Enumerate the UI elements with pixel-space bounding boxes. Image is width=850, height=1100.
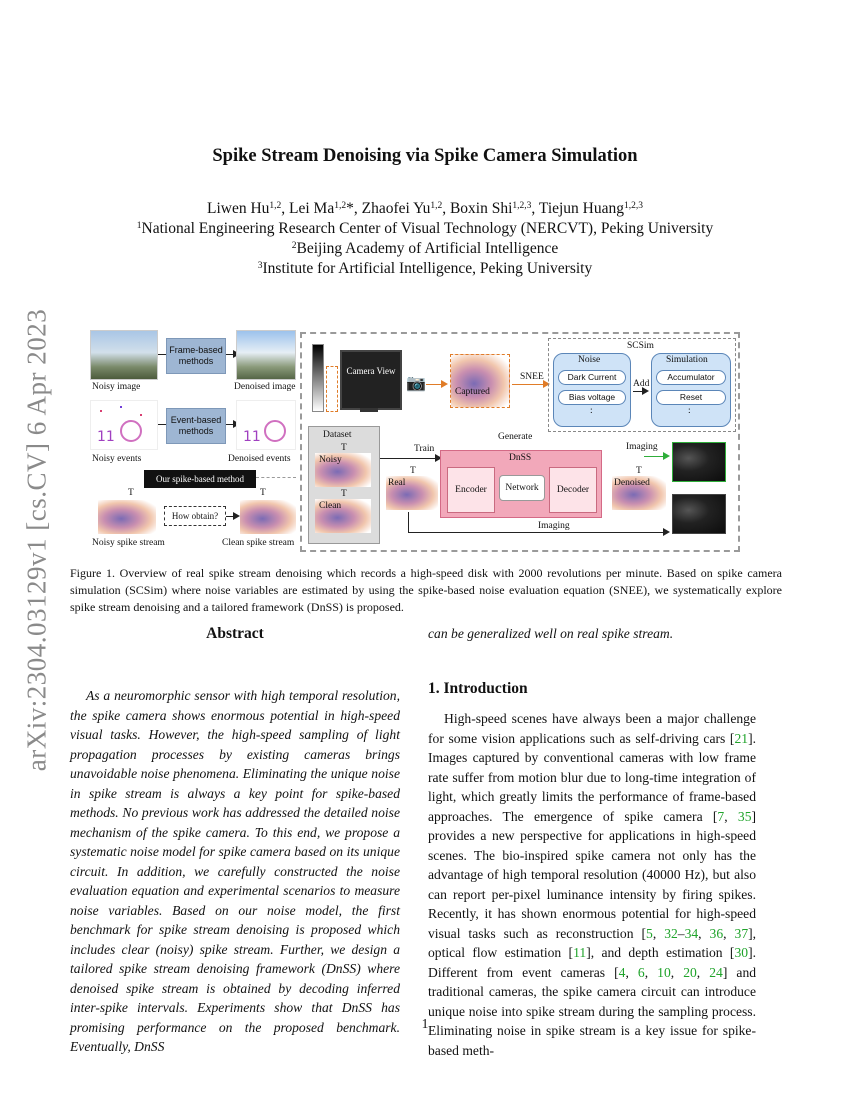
decoder-block (549, 467, 597, 513)
noisy-spike-thumb (98, 500, 156, 534)
our-method-label: Our spike-based method (144, 470, 256, 488)
t-label: T (341, 489, 347, 499)
captured-label: Captured (455, 387, 490, 397)
caption-noisy-events: Noisy events (92, 454, 142, 464)
decoder-label: Decoder (556, 485, 590, 495)
real-label: Real (388, 478, 406, 488)
encoder-block (447, 467, 495, 513)
dnss-label: DnSS (509, 453, 532, 463)
intro-paragraph: High-speed scenes have always been a major challenge for some vision applications such as self-driving cars [21]. Images captured by conventional cameras with low frame rate suffer from motion blur due to long-time integration of light, which greatly limits the performance of frame-based approaches. The emergence of spike camera [7, 35] provides a new perspective for applications in high-speed scenes. The bio-inspired spike camera not only has the advantage of high temporal resolution (40000 Hz), but also can report per-pixel luminance intensity by firing spikes. Recently, it has shown enormous potential for high-speed visual tasks such as reconstruction [5, 32–34, 36, 37], optical flow estimation [11], and depth estimation [30]. Different from event cameras [4, 6, 10, 20, 24] and traditional cameras, the spike camera circuit can introduce unique noise into spike stream during the sampling process. Eliminating noise in spike stream is a key issue for spike-based meth- (428, 711, 757, 1058)
dnss-block (440, 450, 602, 518)
page-number: 1 (421, 1016, 429, 1031)
t-label: T (636, 466, 642, 476)
t-label: T (260, 488, 266, 498)
t-label: T (128, 488, 134, 498)
t-label: T (341, 443, 347, 453)
dataset-box (308, 426, 380, 544)
reset-pill: Reset (656, 390, 726, 405)
how-obtain-box: How obtain? (164, 506, 226, 526)
network-label: Network (505, 483, 539, 493)
arrow (426, 384, 446, 385)
dataset-label: Dataset (323, 430, 352, 440)
denoised-result-image (672, 442, 726, 482)
clean-label: Clean (319, 501, 342, 511)
abstract-tail: can be generalized well on real spike stream. (428, 626, 674, 641)
real-result-image (672, 494, 726, 534)
ellipsis: : (590, 406, 593, 416)
train-label: Train (414, 444, 435, 454)
encoder-label: Encoder (455, 485, 487, 495)
intro-body (428, 709, 756, 1060)
scsim-box (548, 338, 736, 432)
author-block (0, 199, 850, 279)
denoised-image-thumb (236, 330, 296, 380)
abstract-heading: Abstract (206, 625, 264, 642)
denoised-spike-thumb (612, 476, 666, 510)
arxiv-sidebar (12, 300, 62, 780)
arrow (633, 391, 647, 392)
connector (408, 512, 409, 532)
real-spike-thumb (386, 476, 438, 510)
monitor-stand (360, 408, 378, 412)
figure-1 (88, 326, 764, 554)
simulation-panel (651, 353, 731, 427)
captured-spike-thumb (450, 354, 510, 408)
snee-label: SNEE (520, 372, 544, 382)
svg-text:11: 11 (97, 429, 115, 445)
generate-label: Generate (498, 432, 533, 442)
intro-heading: 1. Introduction (428, 680, 528, 697)
caption-noisy-spike-stream: Noisy spike stream (92, 538, 165, 548)
accumulator-pill: Accumulator (656, 370, 726, 385)
noisy-image-thumb (90, 330, 158, 380)
monitor (340, 350, 402, 410)
intensity-gradient (312, 344, 324, 412)
scsim-label: SCSim (627, 341, 654, 351)
ellipsis: : (688, 406, 691, 416)
author-list: Liwen Hu$^{1,2}$, Lei Ma$^{1,2}$*, Zhaofei Yu$^{1,2}$, Boxin Shi$^{1,2,3}$, Tiejun Huang$^{1,2,3}$ (206, 200, 644, 217)
arxiv-id: arXiv:2304.03129v1 [cs.CV] 6 Apr 2023 (21, 308, 52, 772)
frame-based-methods-box: Frame-based methods (166, 338, 226, 374)
noise-title: Noise (578, 355, 601, 365)
caption-clean-spike-stream: Clean spike stream (222, 538, 295, 548)
imaging-label-top: Imaging (626, 442, 658, 452)
denoised-label: Denoised (614, 478, 650, 488)
affiliation-1: $^1$National Engineering Research Center of Visual Technology (NERCVT), Peking University (136, 220, 714, 237)
denoised-events-thumb (236, 400, 296, 450)
bias-voltage-pill: Bias voltage (558, 390, 626, 405)
arrow (380, 458, 440, 459)
camera-view-label: Camera View (346, 366, 396, 376)
caption-denoised-events: Denoised events (228, 454, 291, 464)
event-based-methods-box: Event-based methods (166, 408, 226, 444)
simulation-title: Simulation (666, 355, 708, 365)
dataset-noisy-thumb (315, 453, 371, 487)
arrow (512, 384, 548, 385)
dataset-clean-thumb (315, 499, 371, 533)
camera-icon: 📷 (406, 375, 426, 392)
affiliation-2: $^2$Beijing Academy of Artificial Intelligence (291, 240, 559, 257)
connector (326, 366, 338, 412)
noise-panel (553, 353, 631, 427)
add-label: Add (633, 379, 650, 389)
t-label: T (410, 466, 416, 476)
noisy-label: Noisy (319, 455, 342, 465)
clean-spike-thumb (240, 500, 296, 534)
caption-noisy-image: Noisy image (92, 382, 141, 392)
denoised-events-plot (237, 401, 295, 449)
abstract-body (70, 686, 400, 1057)
svg-text:11: 11 (243, 429, 261, 445)
noisy-events-plot (91, 401, 157, 449)
dark-current-pill: Dark Current (558, 370, 626, 385)
abstract-paragraph: As a neuromorphic sensor with high temporal resolution, the spike camera shows enormous potential in high-speed visual tasks. However, the high-speed sampling of light propagation processes by existing cameras brings unavoidable noise phenomena. Eliminating the unique noise in spike stream is always a key point for spike-based methods. No previous work has addressed the detailed noise mechanism of the spike camera. To this end, we propose a systematic noise model for spike camera based on its unique circuit. In addition, we carefully constructed the noise evaluation equation and experimental scenarios to measure noise variables. Based on our noise model, the first benchmark for spike stream denoising is proposed which includes clear (noisy) spike stream. Further, we design a tailored spike stream denoising framework (DnSS) where denoised spike stream is obtained by decoding inferred inter-spike intervals. Experiments show that DnSS has promising performance on the proposed benchmark. Eventually, DnSS (70, 688, 400, 1054)
paper-title: Spike Stream Denoising via Spike Camera Simulation (212, 146, 638, 166)
caption-denoised-image: Denoised image (234, 382, 296, 392)
arrow (644, 456, 668, 457)
network-block (499, 475, 545, 501)
noisy-events-thumb (90, 400, 158, 450)
arrow (226, 516, 238, 517)
imaging-label-bottom: Imaging (538, 521, 570, 531)
affiliation-3: $^3$Institute for Artificial Intelligence, Peking University (257, 260, 593, 277)
connector (256, 477, 296, 478)
figure-caption: Figure 1. Overview of real spike stream denoising which records a high-speed disk with 2000 revolutions per minute. Based on spike camera simulation (SCSim) where noise variables are estimated by using the spike-based noise evaluation equation (SNEE), we systematically explore spike stream denoising and a tailored framework (DnSS) is proposed. (70, 566, 782, 614)
arrow (408, 532, 668, 533)
